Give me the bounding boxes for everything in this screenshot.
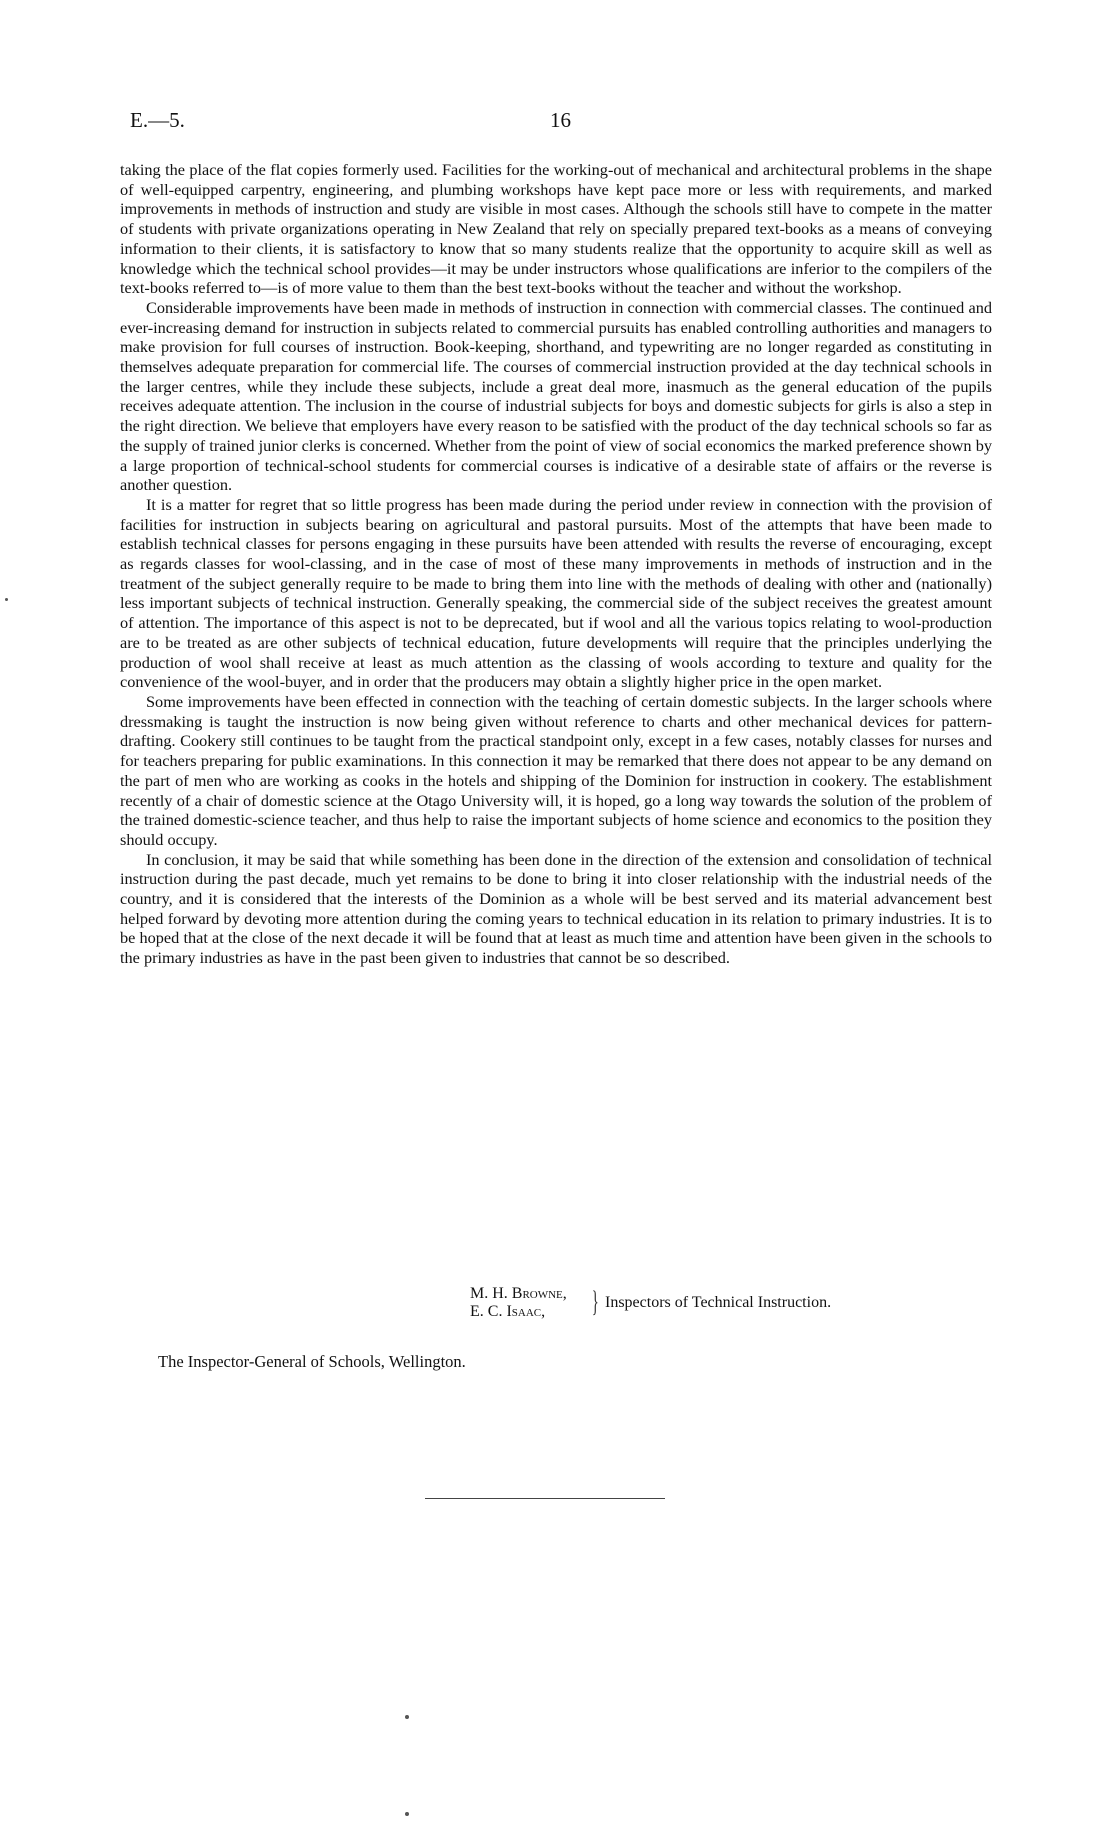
report-body [120,160,992,968]
signature-block [470,1285,990,1335]
page-header [130,108,990,138]
document-reference: E.—5. [130,108,185,132]
scan-speck [405,1715,409,1719]
signatory-title: Inspectors of Technical Instruction. [605,1294,832,1311]
paragraph-domestic-subjects: Some improvements have been effected in connection with the teaching of certain domestic subjects. In the larger schools where dressmaking is taught the instruction is now being given without reference to charts and other mechanical devices for pattern-drafting. Cookery still continues to be taught from the practical standpoint only, except in a few cases, notably classes for nurses and for teachers preparing for public examinations. In this connection it may be remarked that there does not appear to be any demand on the part of men who are working as cooks in the hotels and shipping of the Dominion for instruction in cookery. The establishment recently of a chair of domestic science at the Otago University will, it is hoped, go a long way towards the solution of the problem of the trained domestic-science teacher, and thus help to raise the important subjects of home science and economics to the position they should occupy. [120,691,992,849]
addressee: The Inspector-General of Schools, Wellington. [158,1352,466,1371]
signatory-names [470,1285,567,1321]
scan-speck [405,1812,409,1816]
signature-brace: } [591,1285,599,1318]
signatory-isaac: E. C. Isaac, [470,1303,546,1320]
signatory-browne: M. H. Browne, [470,1285,567,1302]
paragraph-conclusion: In conclusion, it may be said that while something has been done in the direction of the extension and consolidation of technical instruction during the past decade, much yet remains to be done to bring it into closer relationship with the industrial needs of the country, and it is considered that the interests of the Dominion as a whole will be best served and its material advancement best helped forward by devoting more attention during the coming years to technical education in its relation to primary industries. It is to be hoped that at the close of the next decade it will be found that at least as much time and attention have been given in the schools to the primary industries as have in the past been given to industries that cannot be so described. [120,849,992,968]
page-number: 16 [550,108,571,132]
paragraph-commercial-classes: Considerable improvements have been made in methods of instruction in connection with commercial classes. The continued and ever-increasing demand for instruction in subjects related to commercial pursuits has enabled controlling authorities and managers to make provision for full courses of instruction. Book-keeping, shorthand, and typewriting are no longer regarded as constituting in themselves adequate preparation for commercial life. The courses of commercial instruction provided at the day technical schools in the larger centres, while they include these subjects, include a great deal more, inasmuch as the general education of the pupils receives adequate attention. The inclusion in the course of industrial subjects for boys and domestic subjects for girls is also a step in the right direction. We believe that employers have every reason to be satisfied with the product of the day technical schools so far as the supply of trained junior clerks is concerned. Whether from the point of view of social economics the marked preference shown by a large proportion of technical-school students for commercial courses is indicative of a desirable state of affairs or the reverse is another question. [120,297,992,495]
paragraph-agricultural-pursuits: It is a matter for regret that so little progress has been made during the period under review in connection with the provision of facilities for instruction in subjects bearing on agricultural and pastoral pursuits. Most of the attempts that have been made to establish technical classes for persons engaging in these pursuits have been attended with results the reverse of encouraging, except as regards classes for wool-classing, and in the case of most of these many improvements in methods of instruction and in the treatment of the subject generally require to be made to bring them into line with the methods of dealing with other and (nationally) less important subjects of technical instruction. Generally speaking, the commercial side of the subject receives the greatest amount of attention. The importance of this aspect is not to be deprecated, but if wool and all the various topics relating to wool-production are to be treated as are other subjects of technical education, future developments will require that the principles underlying the production of wool shall receive at least as much attention as the classing of wools according to texture and quality for the convenience of the wool-buyer, and in order that the producers may obtain a slightly higher price in the open market. [120,494,992,692]
paragraph-facilities: taking the place of the flat copies formerly used. Facilities for the working-out of mechanical and architectural problems in the shape of well-equipped carpentry, engineering, and plumbing workshops have kept pace more or less with requirements, and marked improvements in methods of instruction and study are visible in most cases. Although the schools still have to compete in the matter of students with private organizations operating in New Zealand that rely on specially prepared text-books as a means of conveying information to their clients, it is satisfactory to know that so many students realize that the opportunity to acquire skill as well as knowledge which the technical school provides—it may be under instructors whose qualifications are inferior to the compilers of the text-books referred to—is of more value to them than the best text-books without the teacher and without the workshop. [120,160,992,298]
closing-rule [425,1498,665,1499]
scan-speck [5,598,8,601]
